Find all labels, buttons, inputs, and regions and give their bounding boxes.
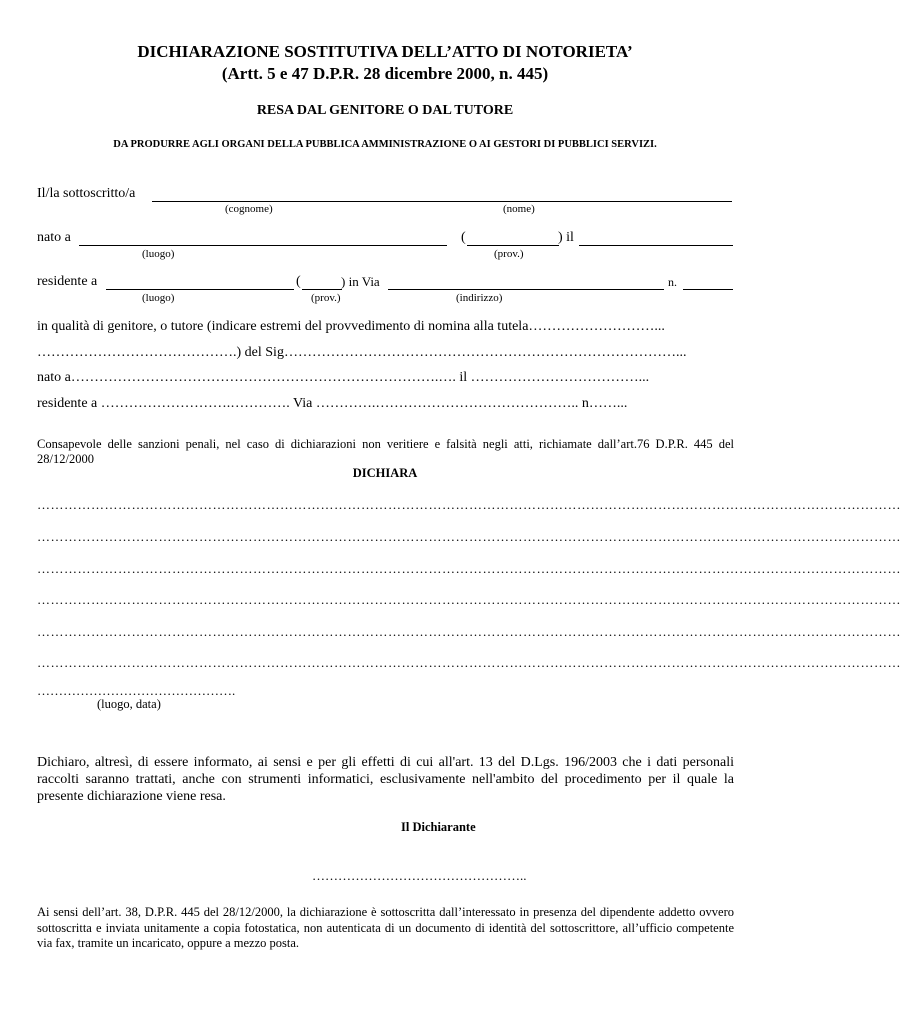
document-subheading: DA PRODURRE AGLI ORGANI DELLA PUBBLICA AMMINISTRAZIONE O AI GESTORI DI PUBBLICI SERVIZI. bbox=[113, 139, 657, 150]
dichiara-line[interactable]: ………………………………………………………………………………………………………………………………………………………………………… bbox=[37, 529, 901, 544]
luogo-data-caption: (luogo, data) bbox=[97, 697, 161, 711]
sottoscritto-field[interactable] bbox=[152, 201, 732, 202]
residente-prov-caption: (prov.) bbox=[311, 292, 341, 304]
document-title: DICHIARAZIONE SOSTITUTIVA DELL’ATTO DI NOTORIETA’ bbox=[137, 42, 633, 61]
dichiara-line[interactable]: ………………………………………………………………………………………………………………………………………………………………………… bbox=[37, 592, 901, 607]
luogo-data-field[interactable]: ………………………………………. bbox=[37, 683, 236, 698]
qualita-line[interactable]: in qualità di genitore, o tutore (indicare estremi del provvedimento di nomina alla tutela………………………... bbox=[37, 319, 665, 334]
nato-label: nato a bbox=[37, 230, 71, 245]
nato-prov-caption: (prov.) bbox=[494, 248, 524, 260]
del-sig-line[interactable]: …………………………………….) del Sig…………………………………………………………………………... bbox=[37, 345, 687, 360]
residente-prov-field[interactable] bbox=[302, 289, 342, 290]
indirizzo-caption: (indirizzo) bbox=[456, 292, 503, 304]
document-heading: RESA DAL GENITORE O DAL TUTORE bbox=[256, 103, 514, 118]
residente-luogo-caption: (luogo) bbox=[142, 292, 175, 304]
minore-nato-line[interactable]: nato a…………………………………………………………………….…. il ………………………………... bbox=[37, 370, 650, 385]
nato-luogo-field[interactable] bbox=[79, 245, 447, 246]
nato-luogo-caption: (luogo) bbox=[142, 248, 175, 260]
dichiara-line[interactable]: ………………………………………………………………………………………………………………………………………………………………………… bbox=[37, 497, 901, 512]
cognome-caption: (cognome) bbox=[225, 203, 273, 215]
minore-residente-line[interactable]: residente a ……………………….…………. Via ………….…………………………………….. n……... bbox=[37, 396, 628, 411]
privacy-text: Dichiaro, altresì, di essere informato, ai sensi e per gli effetti di cui all'art. 13 del D.Lgs. 196/2003 che i dati personali raccolti saranno trattati, anche con strumenti informatici, esclusivamente nell'ambito del procedimento per il quale la presente dichiarazione viene resa. bbox=[37, 755, 734, 804]
sottoscritto-label: Il/la sottoscritto/a bbox=[37, 186, 136, 201]
numero-label: n. bbox=[668, 275, 677, 289]
residente-luogo-field[interactable] bbox=[106, 289, 294, 290]
dichiara-line[interactable]: ………………………………………………………………………………………………………………………………………………………………………… bbox=[37, 655, 901, 670]
in-via-label: ) in Via bbox=[341, 274, 380, 289]
signature-field[interactable]: ………………………………………….. bbox=[312, 868, 527, 883]
residente-label: residente a bbox=[37, 274, 98, 289]
dichiara-heading: DICHIARA bbox=[352, 466, 418, 480]
residente-numero-field[interactable] bbox=[683, 289, 733, 290]
dichiara-line[interactable]: ………………………………………………………………………………………………………………………………………………………………………… bbox=[37, 561, 901, 576]
residente-prov-open: ( bbox=[296, 274, 301, 289]
consapevole-text: Consapevole delle sanzioni penali, nel caso di dichiarazioni non veritiere e falsità negli atti, richiamate dall’art.76 D.P.R. 445 del 28/12/2000 bbox=[37, 437, 734, 466]
document-subtitle: (Artt. 5 e 47 D.P.R. 28 dicembre 2000, n. 445) bbox=[221, 64, 549, 83]
dichiarante-label: Il Dichiarante bbox=[401, 820, 476, 834]
footer-text: Ai sensi dell’art. 38, D.P.R. 445 del 28/12/2000, la dichiarazione è sottoscritta dall’interessato in presenza del dipendente addetto ovvero sottoscritta e inviata unitamente a copia fotostatica, non autenticata di un documento di identità del sottoscrittore, all’ufficio competente via fax, tramite un incaricato, oppure a mezzo posta. bbox=[37, 905, 734, 950]
nato-prov-open: ( bbox=[461, 230, 466, 245]
nato-data-field[interactable] bbox=[579, 245, 733, 246]
dichiara-line[interactable]: ………………………………………………………………………………………………………………………………………………………………………… bbox=[37, 624, 901, 639]
nato-prov-field[interactable] bbox=[467, 245, 559, 246]
residente-via-field[interactable] bbox=[388, 289, 664, 290]
nome-caption: (nome) bbox=[503, 203, 535, 215]
nato-prov-close-il: ) il bbox=[558, 230, 574, 245]
